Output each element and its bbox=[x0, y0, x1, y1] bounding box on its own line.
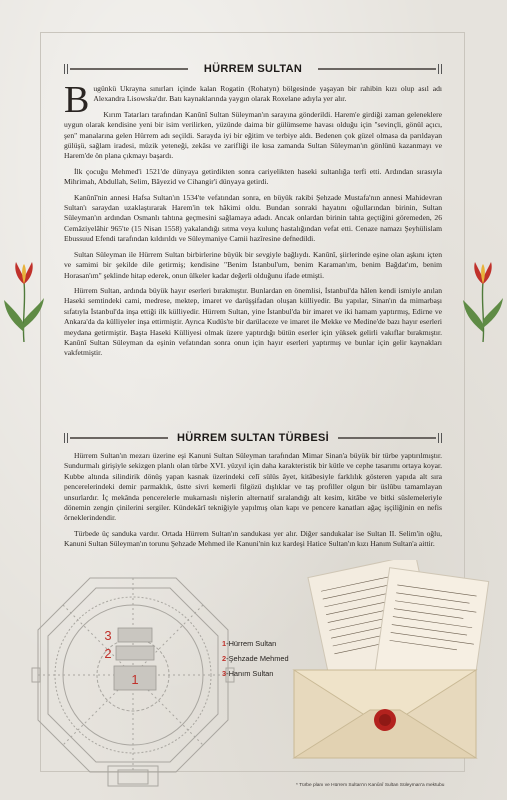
tomb-floor-plan bbox=[28, 570, 238, 788]
paragraph-intro bbox=[64, 79, 442, 121]
paragraph: Türbede üç sanduka vardır. Ortada Hürrem Sultan'ın sandukası yer alır. Diğer sandukalar ise Sultan II. Selim'in oğlu, Kanuni Sultan Süleyman'ın torunu Şehzade Mehmed ile Kanuni'nin kız kardeşi Hatice Sultan'ın kızı Hanım Sultan'a aittir. bbox=[64, 528, 442, 549]
heading-title: HÜRREM SULTAN TÜRBESİ bbox=[177, 432, 329, 444]
letter-envelope-illustration bbox=[280, 560, 490, 770]
paragraph: Hürrem Sultan, ardında büyük hayır eserleri bırakmıştır. Bunlardan en önemlisi, İstanbul'da hâlen kendi ismiyle anılan Haseki semtindeki cami, medrese, mektep, imaret ve darüşşifadan oluşan külliyedir. Bu yapılar, Sinan'ın da mimarbaşı sıfatıyla İstanbul'da inşa ettiği ilk külliyedir. Hürrem Sultan, yine İstanbul'da bir imaret ve iki hamam yaptırmış, Edirne ve Ankara'da da külliyeler inşa ettirmiştir. Ayrıca Kudüs'te bir darülaceze ve imaret ile Mekke ve Medine'de bazı hayır eserleri meydana getirmiştir. Başta Haseki Külliyesi olmak üzere yaptırdığı bütün eserler için yüksek gelirli vakıflar bırakmıştır. Kanûnî Sultan Süleyman da eşinin vefatından sonra onun için hayır eserleri yaptırmış ve bunlar için gelir kaynakları vakfetmiştir. bbox=[64, 285, 442, 358]
image-caption: * Türbe planı ve Hürrem Sultan'ın Kanûnî Sultan Süleyman'a mektubu bbox=[296, 783, 445, 788]
legend-item: 2-Şehzade Mehmed bbox=[222, 654, 289, 663]
paragraph: Sultan Süleyman ile Hürrem Sultan birbirlerine büyük bir sevgiyle bağlıydı. Kanûnî, şiirlerinde eşine olan aşkını içten ve samimi bir şekilde dile getirmiş; kendisine "Benim İstanbul'um, benim Karaman'ım, benim Bağdat'ım, benim Horasan'ım" şeklinde hitap ederek, onun ülkeler kadar değerli olduğunu ifade etmişti. bbox=[64, 249, 442, 280]
section-heading-2 bbox=[50, 429, 456, 447]
legend-item: 1-Hürrem Sultan bbox=[222, 639, 277, 648]
paragraph: Kanûnî'nin annesi Hafsa Sultan'ın 1534'te vefatından sonra, en büyük rakibi Şehzade Mustafa'nın annesi Mahidevran Sultan'ı saraydan uzaklaştırarak Harem'in tek hâkimi oldu. Bundan sonraki hayatını oğullarından birinin, Sultan Süleyman'ın ardından Osmanlı tahtına geçmesini sağlamaya adadı. Ancak onlardan birinin tahta geçtiğini göremeden, 26 Cemâziyelâhir 965'te (15 Nisan 1558) yakalandığı sıtma veya kulunç hastalığından vefat etti. Cenaze namazı Şeyhülislam Ebussuud Efendi tarafından kıldırıldı ve Süleymaniye Camii hazîresine defnedildi. bbox=[64, 192, 442, 244]
paragraph-intro-text: ugünkü Ukrayna sınırları içinde kalan Rogatin (Rohatyn) bölgesinde yaşayan bir rahibin kızı olup asıl adı Alexandra Lisowska'dır. Batı kaynaklarında yaygın olarak Roxelane adıyla yer alır. bbox=[93, 84, 442, 104]
paragraph: Kırım Tatarları tarafından Kanûnî Sultan Süleyman'ın sarayına gönderildi. Harem'e girdiği zaman geleneklere uygun olarak kendisine yeni bir isim verilirken, yüzünde daima bir gülümseme havası olduğu için "sevinçli, gönül açıcı, şen" manalarına gelen Hürrem adı seçildi. Sarayda iyi bir eğitim ve terbiye aldı. Bedenen çok güzel olmasa da parıldayan gülüşü, sağlam iradesi, müzik yeteneği, zekâsı ve zarifliği ile kısa zamanda Sultan Süleyman'ın gönlünü kazanmayı ve Harem'de ön plana çıkmayı başardı. bbox=[64, 109, 442, 161]
tomb-text bbox=[64, 451, 442, 555]
plan-number-3: 3 bbox=[104, 628, 112, 643]
paragraph: Hürrem Sultan'ın mezarı üzerine eşi Kanuni Sultan Süleyman tarafından Mimar Sinan'a büyük bir türbe yaptırılmıştır. Sundurmalı girişiyle sekizgen planlı olan türbe XVI. yüzyıl için daha karakteristik bir kütle ve cephe tasarımı ortaya koyar. Kubbe altında silindirik dönüş yapan kasnak üzerindeki celî sülüs âyet, kitâbesiyle farklılık gösteren yapıda alt sıra pencerelerindeki demir parmaklık, üstte sivri kemerli filgözü dışlıklar ve taş profiller olgun bir üslûbu tamamlayan unsurlardır. İç mekânda pencerelerle mukarnaslı nişlerin alternatif sıralandığı alt kesim, kitâbe ve bitki süslemeleriyle dönemin zengin çinilerini sergiler. Kündekârî tekniğiyle yapılmış olan kapı ve pencere kanatları ağaç işçiliğinin en nefis örneklerindendir. bbox=[64, 451, 442, 523]
heading-title: HÜRREM SULTAN bbox=[203, 63, 303, 75]
plan-number-2: 2 bbox=[104, 646, 112, 661]
legend-item: 3-Hanım Sultan bbox=[222, 669, 274, 678]
biography-text bbox=[64, 79, 442, 364]
plan-number-1: 1 bbox=[131, 672, 139, 687]
plan-legend bbox=[222, 636, 289, 681]
tulip-ornament-left bbox=[2, 262, 46, 342]
section-heading-1 bbox=[50, 60, 456, 78]
paragraph: İlk çocuğu Mehmed'i 1521'de dünyaya getirdikten sonra cariyelikten haseki sultanlığa terfi etti. Ardından sırasıyla Mihrimah, Abdullah, Selim, Bâyezid ve Cihangir'i dünyaya getirdi. bbox=[64, 166, 442, 187]
tulip-ornament-right bbox=[461, 262, 505, 342]
drop-cap: B bbox=[64, 79, 90, 121]
